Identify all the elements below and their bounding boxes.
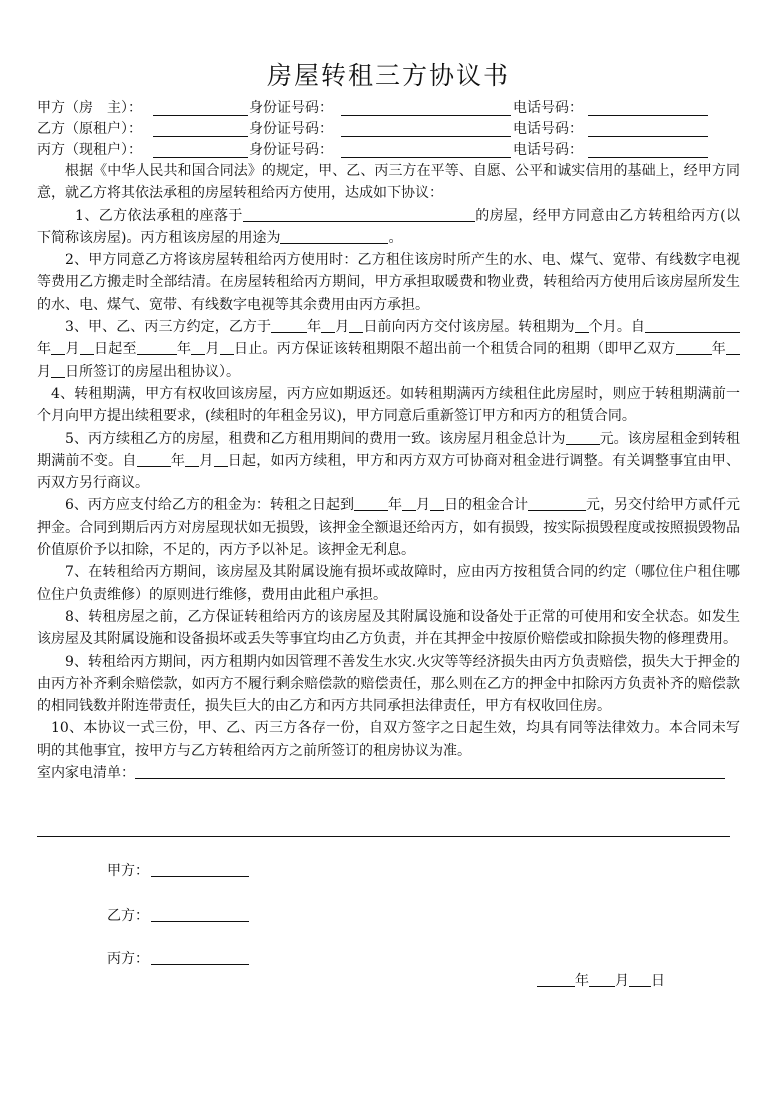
signature-blank[interactable]	[151, 906, 249, 922]
signature-blank[interactable]	[151, 949, 249, 965]
id-label: 身份证号码：	[249, 142, 333, 158]
party-role-label: 甲方（房 主）：	[37, 100, 142, 116]
day-blank[interactable]	[349, 317, 363, 333]
rent-blank[interactable]	[566, 429, 600, 445]
name-blank[interactable]	[153, 140, 248, 158]
month-blank[interactable]	[402, 495, 416, 511]
document-title: 房屋转租三方协议书	[266, 61, 510, 90]
clause-6: 6、丙方应支付给乙方的租金为：转租之日起到 年 月 日的租金合计 元，另交付给甲方贰仟元押金。合同到期后丙方对房屋现状如无损毁，该押金全额退还给丙方，如有损毁，按实际损毁程度或按照损毁物品价值原价予以扣除，不足的，丙方予以补足。该押金无利息。	[37, 497, 741, 559]
usage-blank[interactable]	[280, 228, 388, 244]
year-blank[interactable]	[354, 495, 388, 511]
id-blank[interactable]	[341, 119, 511, 137]
month-blank[interactable]	[321, 317, 335, 333]
phone-label: 电话号码：	[513, 100, 583, 116]
clause-8: 8、转租房屋之前，乙方保证转租给丙方的该房屋及其附属设施和设备处于正常的可使用和安全状态。如发生该房屋及其附属设施和设备损坏或丢失等事宜均由乙方负责，并在其押金中按原价赔偿或扣除损失物的修理费用。	[37, 608, 740, 648]
signature-party-b: 乙方：	[107, 905, 249, 927]
intro-paragraph: 根据《中华人民共和国合同法》的规定，甲、乙、丙三方在平等、自愿、公平和诚实信用的基础上，经甲方同意，就乙方将其依法承租的房屋转租给丙方使用，达成如下协议：	[37, 163, 740, 202]
clause-7: 7、在转租给丙方期间，该房屋及其附属设施有损坏或故障时，应由丙方按租赁合同的约定（哪位住户租住哪位住户负责维修）的原则进行维修，费用由此租户承担。	[37, 564, 740, 603]
appliance-list-extra-line[interactable]	[37, 836, 730, 837]
day-blank[interactable]	[80, 339, 94, 355]
id-blank[interactable]	[341, 98, 511, 116]
clause-3: 3、甲、乙、丙三方约定，乙方于 年 月 日前向丙方交付该房屋。转租期为 个月。自年 月 日起至 年 月 日止。丙方保证该转租期限不超出前一个租赁合同的租期（即甲乙双方 年月 日所签订的房屋出租协议）。	[37, 316, 740, 383]
appliance-list-label: 室内家电清单：	[37, 765, 135, 782]
day-blank[interactable]	[629, 971, 651, 987]
clause-9: 9、转租给丙方期间，丙方租期内如因管理不善发生水灾.火灾等等经济损失由丙方负责赔偿，损失大于押金的由丙方补齐剩余赔偿款，如丙方不履行剩余赔偿款的赔偿责任，那么则在乙方的押金中扣除丙方负责补齐的赔偿款的相同钱数并附连带责任，损失巨大的由乙方和丙方共同承担法律责任，甲方有权收回住房。	[37, 653, 740, 715]
signature-party-c: 丙方：	[107, 948, 249, 970]
months-blank[interactable]	[575, 317, 589, 333]
phone-label: 电话号码：	[513, 121, 583, 137]
party-row-original-tenant	[37, 119, 740, 140]
signing-date: 年 月 日	[537, 970, 665, 992]
day-blank[interactable]	[214, 451, 228, 467]
clause-1: 1、乙方依法承租的座落于 的房屋，经甲方同意由乙方转租给丙方(以下简称该房屋)。丙方租该房屋的用途为 。	[37, 207, 740, 246]
phone-blank[interactable]	[588, 140, 708, 158]
month-blank[interactable]	[51, 339, 65, 355]
party-info	[37, 98, 740, 161]
phone-label: 电话号码：	[513, 142, 583, 158]
name-blank[interactable]	[153, 98, 248, 116]
year-blank[interactable]	[271, 317, 307, 333]
clause-4: 4、转租期满，甲方有权收回该房屋，丙方应如期返还。如转租期满丙方续租住此房屋时，则应于转租期满前一个月向甲方提出续租要求，(续租时的年租金另议)，甲方同意后重新签订甲方和丙方的租赁合同。	[37, 385, 740, 425]
name-blank[interactable]	[153, 119, 248, 137]
clause-10: 10、本协议一式三份，甲、乙、丙三方各存一份，自双方签字之日起生效，均具有同等法律效力。本合同未写明的其他事宜，按甲方与乙方转租给丙方之前所签订的租房协议为准。	[37, 720, 740, 759]
month-blank[interactable]	[589, 971, 615, 987]
party-role-label: 丙方（现租户）：	[37, 142, 142, 158]
month-blank[interactable]	[185, 451, 199, 467]
party-role-label: 乙方（原租户）：	[37, 121, 142, 137]
party-row-landlord	[37, 98, 740, 119]
address-blank[interactable]	[243, 206, 475, 222]
phone-blank[interactable]	[588, 98, 708, 116]
day-blank[interactable]	[430, 495, 444, 511]
appliance-list-blank[interactable]	[135, 763, 725, 779]
signature-party-a: 甲方：	[107, 860, 249, 882]
id-label: 身份证号码：	[249, 100, 333, 116]
agreement-body	[37, 160, 740, 784]
year-blank[interactable]	[137, 451, 171, 467]
clause-2: 2、甲方同意乙方将该房屋转租给丙方使用时：乙方租住该房时所产生的水、电、煤气、宽带、有线数字电视等费用乙方搬走时全部结清。在房屋转租给丙方期间，甲方承担取暖费和物业费，转租给丙方使用后该房屋所发生的水、电、煤气、宽带、有线数字电视等其余费用由丙方承担。	[37, 252, 740, 313]
year-blank[interactable]	[537, 971, 575, 987]
appliance-list	[37, 762, 740, 784]
day-blank[interactable]	[220, 339, 234, 355]
agreement-page	[37, 0, 740, 1095]
year-blank[interactable]	[137, 339, 177, 355]
id-label: 身份证号码：	[249, 121, 333, 137]
clause-5: 5、丙方续租乙方的房屋，租费和乙方租用期间的费用一致。该房屋月租金总计为 元。该房屋租金到转租期满前不变。自 年 月 日起，如丙方续租，甲方和丙方双方可协商对租金进行调整。有关调整事宜由甲、丙双方另行商议。	[37, 430, 741, 492]
amount-blank[interactable]	[528, 495, 586, 511]
day-blank[interactable]	[51, 362, 65, 378]
year-blank[interactable]	[676, 339, 712, 355]
phone-blank[interactable]	[588, 119, 708, 137]
id-blank[interactable]	[341, 140, 511, 158]
signature-blank[interactable]	[151, 861, 249, 877]
party-row-current-tenant	[37, 140, 740, 161]
year-blank[interactable]	[645, 317, 740, 333]
month-blank[interactable]	[726, 339, 740, 355]
month-blank[interactable]	[191, 339, 205, 355]
